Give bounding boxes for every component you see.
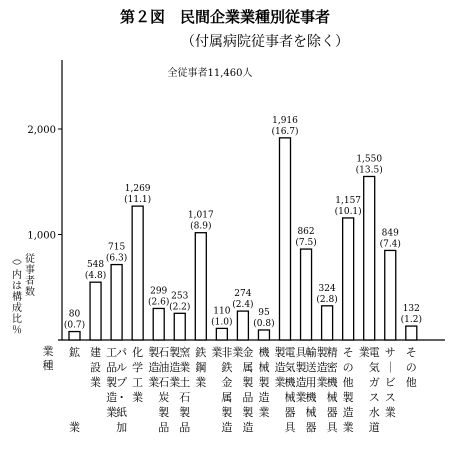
svg-text:品: 品 [242, 391, 254, 404]
svg-text:造: 造 [169, 361, 181, 374]
svg-text:具: 具 [295, 346, 307, 359]
svg-text:者: 者 [25, 276, 35, 287]
svg-text:業: 業 [295, 391, 307, 404]
category-label [275, 345, 297, 434]
svg-text:業: 業 [195, 376, 207, 389]
svg-text:品: 品 [106, 361, 118, 374]
svg-text:機: 機 [258, 346, 270, 359]
svg-text:加: 加 [116, 421, 128, 434]
svg-text:業: 業 [169, 376, 181, 389]
svg-text:製: 製 [295, 361, 307, 374]
svg-text:・: ・ [116, 391, 128, 404]
svg-text:製: 製 [258, 376, 270, 389]
bar [385, 250, 396, 340]
x-axis-label [43, 344, 54, 372]
svg-text:送: 送 [305, 361, 317, 374]
svg-text:業: 業 [232, 346, 244, 359]
chart-subtitle: （付属病院従事者を除く） [181, 34, 349, 50]
category-label [148, 345, 169, 434]
svg-text:精: 精 [326, 346, 338, 359]
category-label [232, 345, 253, 434]
svg-text:ス: ス [384, 391, 396, 404]
svg-text:学: 学 [132, 361, 144, 374]
category-label [90, 345, 101, 389]
svg-text:製: 製 [242, 406, 254, 419]
svg-text:械: 械 [284, 391, 296, 404]
svg-text:業: 業 [358, 346, 370, 359]
bar-value-label: 548 [86, 260, 105, 271]
svg-text:業: 業 [106, 406, 118, 419]
bar-value-label: 1,157 [335, 195, 362, 206]
svg-text:電: 電 [368, 346, 380, 359]
svg-text:械: 械 [326, 391, 338, 404]
category-label [343, 346, 354, 434]
svg-text:｜: ｜ [384, 361, 396, 374]
svg-text:業: 業 [316, 376, 328, 389]
category-label [106, 346, 127, 434]
bar [195, 233, 206, 340]
svg-text:業: 業 [384, 406, 396, 419]
svg-text:他: 他 [405, 376, 417, 389]
svg-text:製: 製 [169, 346, 181, 359]
svg-text:内: 内 [12, 270, 22, 281]
bar [132, 206, 143, 340]
bar-value-label: 715 [108, 242, 126, 253]
svg-text:属: 属 [221, 391, 233, 404]
svg-text:の: の [342, 361, 354, 374]
svg-text:造: 造 [342, 406, 354, 419]
bar [322, 306, 333, 340]
svg-text:石: 石 [158, 346, 170, 359]
svg-text:︶: ︶ [12, 262, 22, 273]
bar-value-label: 324 [318, 283, 336, 294]
bar-value-label: 862 [297, 227, 315, 238]
svg-text:品: 品 [179, 421, 191, 434]
bar-ratio-label: (8.9) [190, 221, 212, 232]
svg-text:造: 造 [316, 361, 328, 374]
svg-text:は: は [12, 281, 22, 292]
svg-text:設: 設 [90, 361, 102, 374]
svg-text:製: 製 [274, 346, 286, 359]
svg-text:製: 製 [148, 346, 160, 359]
svg-text:事: 事 [25, 265, 35, 276]
category-label [385, 346, 396, 419]
svg-text:窯: 窯 [179, 346, 191, 359]
svg-text:機: 機 [305, 391, 317, 404]
svg-text:従: 従 [25, 254, 35, 265]
svg-text:炭: 炭 [158, 391, 170, 404]
svg-text:造: 造 [106, 391, 118, 404]
svg-text:道: 道 [368, 421, 380, 434]
svg-text:業: 業 [342, 421, 354, 434]
category-label [296, 345, 318, 434]
svg-text:非: 非 [221, 346, 233, 359]
y-axis-label [12, 254, 22, 336]
bar-ratio-label: (7.5) [295, 238, 317, 249]
bar-ratio-label: (6.3) [105, 253, 128, 264]
category-label [211, 345, 232, 434]
bar-value-label: 1,916 [272, 115, 298, 126]
svg-text:水: 水 [368, 406, 380, 419]
bar-value-label: 132 [402, 304, 420, 315]
category-label [317, 345, 339, 434]
bar [280, 138, 291, 340]
bar-ratio-label: (0.8) [253, 318, 275, 329]
svg-text:鉱: 鉱 [69, 346, 80, 359]
bar [364, 176, 375, 340]
svg-text:業: 業 [90, 376, 102, 389]
bar-value-label: 274 [234, 289, 252, 300]
svg-text:具: 具 [284, 421, 296, 434]
bar-ratio-label: (1.0) [211, 317, 233, 328]
bar-ratio-label: (2.6) [148, 297, 170, 308]
bar-value-label: 95 [258, 307, 270, 318]
total-employees-label: 全従事者11,460人 [167, 68, 253, 79]
svg-text:製: 製 [342, 391, 354, 404]
svg-text:油: 油 [158, 361, 170, 374]
svg-text:化: 化 [132, 346, 144, 359]
svg-text:造: 造 [221, 421, 233, 434]
svg-text:そ: そ [342, 346, 354, 359]
svg-text:鉄: 鉄 [221, 361, 233, 374]
svg-text:石: 石 [179, 391, 191, 404]
svg-text:数: 数 [25, 287, 35, 298]
svg-text:比: 比 [12, 314, 22, 325]
bar-ratio-label: (2.4) [232, 300, 254, 311]
bar-value-label: 1,550 [356, 154, 383, 165]
category-label [406, 346, 417, 389]
svg-text:品: 品 [158, 421, 170, 434]
svg-text:械: 械 [258, 361, 270, 374]
category-label [132, 345, 143, 404]
bar [69, 332, 80, 340]
category-label [169, 345, 190, 434]
svg-text:製: 製 [106, 376, 118, 389]
svg-text:他: 他 [342, 376, 354, 389]
chart-title: 第２図 民間企業業種別従事者 [119, 8, 331, 26]
svg-text:器: 器 [305, 421, 317, 434]
category-label [258, 345, 270, 419]
bar [174, 313, 185, 340]
svg-text:電: 電 [284, 346, 296, 359]
svg-text:業: 業 [42, 345, 54, 358]
bar-ratio-label: (13.5) [355, 165, 383, 176]
bar-ratio-label: (16.7) [271, 126, 299, 137]
bar [111, 265, 122, 340]
bar [216, 328, 227, 340]
bar-value-label: 110 [213, 306, 231, 317]
svg-text:械: 械 [305, 406, 317, 419]
category-label [359, 345, 380, 434]
bar-value-label: 253 [171, 291, 189, 302]
svg-text:造: 造 [274, 361, 286, 374]
bar [90, 282, 101, 340]
svg-text:工: 工 [106, 346, 118, 359]
svg-text:ス: ス [368, 391, 380, 404]
svg-text:輸: 輸 [305, 346, 317, 359]
svg-text:気: 気 [368, 361, 380, 374]
svg-text:造: 造 [258, 391, 270, 404]
svg-text:プ: プ [116, 376, 128, 389]
svg-text:業: 業 [258, 406, 270, 419]
svg-text:製: 製 [221, 406, 233, 419]
bar-value-label: 1,269 [124, 184, 151, 195]
category-label [195, 345, 206, 389]
svg-text:用: 用 [305, 376, 317, 389]
svg-text:︵: ︵ [12, 254, 22, 265]
svg-text:成: 成 [12, 303, 22, 314]
svg-text:製: 製 [158, 406, 170, 419]
svg-text:業: 業 [69, 421, 80, 434]
svg-text:％: ％ [12, 325, 22, 336]
svg-text:パ: パ [116, 346, 128, 359]
svg-text:金: 金 [242, 346, 254, 359]
svg-text:石: 石 [158, 376, 170, 389]
svg-text:ビ: ビ [384, 376, 396, 389]
svg-text:鉄: 鉄 [195, 346, 207, 359]
bar-ratio-label: (7.4) [379, 239, 401, 250]
svg-text:建: 建 [90, 346, 102, 359]
svg-text:金: 金 [221, 376, 233, 389]
svg-text:サ: サ [384, 346, 396, 359]
svg-text:土: 土 [179, 376, 191, 389]
svg-text:業: 業 [274, 376, 286, 389]
category-label [69, 345, 81, 434]
bar-ratio-label: (1.2) [400, 315, 422, 326]
svg-text:ル: ル [116, 361, 128, 374]
bar-ratio-label: (0.7) [63, 320, 86, 331]
svg-text:構: 構 [12, 292, 22, 303]
svg-text:業: 業 [148, 376, 160, 389]
svg-text:具: 具 [326, 421, 338, 434]
svg-text:造: 造 [295, 376, 307, 389]
svg-text:製: 製 [179, 406, 191, 419]
y-tick-label: 2,000 [27, 125, 56, 136]
svg-text:造: 造 [148, 361, 160, 374]
bar [237, 311, 248, 340]
svg-text:密: 密 [326, 361, 338, 374]
bar [406, 326, 417, 340]
bar-ratio-label: (11.1) [124, 195, 152, 206]
bar-ratio-label: (2.2) [169, 302, 191, 313]
bar-value-label: 1,017 [187, 210, 214, 221]
svg-text:属: 属 [242, 361, 254, 374]
svg-text:ガ: ガ [368, 376, 380, 389]
bar-ratio-label: (4.8) [84, 271, 107, 282]
svg-text:製: 製 [242, 376, 254, 389]
bar-value-label: 80 [68, 309, 81, 320]
bar-ratio-label: (10.1) [334, 206, 362, 217]
svg-text:の: の [405, 361, 417, 374]
bar [301, 249, 312, 340]
bar [153, 308, 164, 340]
svg-text:機: 機 [326, 376, 338, 389]
svg-text:紙: 紙 [116, 406, 128, 419]
svg-text:業: 業 [179, 361, 191, 374]
bar-ratio-label: (2.8) [316, 294, 338, 305]
svg-text:工: 工 [132, 376, 144, 389]
y-tick-label: 1,000 [27, 230, 56, 242]
svg-text:業: 業 [211, 346, 223, 359]
svg-text:造: 造 [242, 421, 254, 434]
svg-text:器: 器 [326, 406, 338, 419]
svg-text:業: 業 [132, 391, 144, 404]
svg-text:製: 製 [316, 346, 328, 359]
svg-text:そ: そ [405, 346, 417, 359]
svg-text:機: 機 [284, 376, 296, 389]
svg-text:鋼: 鋼 [195, 361, 207, 374]
svg-text:気: 気 [284, 361, 296, 374]
bar [343, 218, 354, 340]
svg-text:器: 器 [284, 406, 296, 419]
bar [258, 330, 269, 340]
bar-value-label: 299 [150, 286, 168, 297]
svg-text:種: 種 [42, 359, 54, 372]
y-axis-label [25, 253, 35, 298]
bar-value-label: 849 [381, 228, 399, 239]
